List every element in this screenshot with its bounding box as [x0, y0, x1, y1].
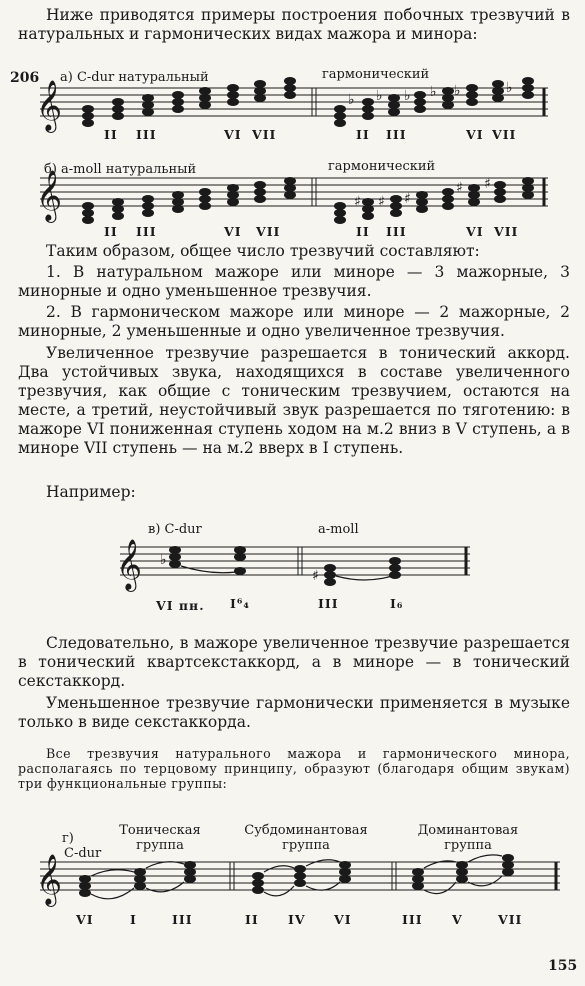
- numeral: III: [172, 912, 193, 927]
- ex-v-label-left: в) C-dur: [148, 522, 202, 537]
- summary-p5: Например:: [46, 483, 136, 501]
- treble-clef-icon: 𝄞: [116, 539, 143, 590]
- group-subdominant: Субдоминантовая группа: [244, 823, 368, 853]
- svg-text:♭: ♭: [454, 83, 461, 99]
- ex-g-key: C-dur: [64, 846, 102, 861]
- conclusion-p1: Следовательно, в мажоре увеличенное трезвучие разрешается в тонический квартсекстаккорд, а в миноре — в тонический секстаккорд.: [18, 634, 570, 690]
- treble-clef-icon: 𝄞: [36, 854, 63, 905]
- numeral-vi: VI: [224, 224, 242, 239]
- svg-text:♯: ♯: [378, 194, 385, 210]
- ex-v-label-right: a-moll: [318, 522, 359, 537]
- svg-text:♯: ♯: [484, 176, 491, 192]
- summary-p1: Таким образом, общее число трезвучий составляют:: [46, 242, 480, 260]
- svg-text:♭: ♭: [404, 88, 411, 104]
- summary-p2: 1. В натуральном мажоре или миноре — 3 мажорные, 3 минорные и одно уменьшенное трезвучия.: [18, 263, 570, 300]
- numeral: V: [452, 912, 463, 927]
- numeral: II: [245, 912, 259, 927]
- numeral: I: [130, 912, 137, 927]
- numeral-vii: VII: [252, 127, 277, 142]
- treble-clef-icon: 𝄞: [36, 80, 63, 131]
- svg-text:♭: ♭: [430, 84, 437, 100]
- group-tonic: Тоническая группа: [119, 823, 201, 853]
- numeral-i64: I⁶₄: [230, 596, 250, 611]
- numeral-vii: VII: [492, 127, 517, 142]
- treble-clef-icon: 𝄞: [36, 170, 63, 221]
- ex-g-letter: г): [62, 831, 74, 846]
- svg-text:♯: ♯: [354, 194, 361, 210]
- summary-p3: 2. В гармоническом мажоре или миноре — 2 мажорные, 2 минорные, 2 уменьшенные и одно увеличенное трезвучия.: [18, 303, 570, 340]
- numeral: VI: [76, 912, 94, 927]
- svg-text:♯: ♯: [312, 568, 319, 584]
- numeral-vi: VI: [466, 224, 484, 239]
- svg-text:♯: ♯: [456, 180, 463, 196]
- numeral-vi: VI: [224, 127, 242, 142]
- numeral-ii: II: [104, 127, 118, 142]
- ex-b-harmonic-label: гармонический: [328, 159, 436, 174]
- svg-text:♭: ♭: [506, 80, 513, 96]
- numeral-iii: III: [386, 224, 407, 239]
- numeral: VII: [498, 912, 523, 927]
- svg-text:♭: ♭: [160, 552, 167, 568]
- numeral: VI: [334, 912, 352, 927]
- example-number: 206: [10, 70, 40, 86]
- svg-text:♯: ♯: [404, 191, 411, 207]
- numeral-i6: I₆: [390, 596, 404, 611]
- numeral-iii: III: [386, 127, 407, 142]
- svg-text:♭: ♭: [376, 88, 383, 104]
- page-number: 155: [548, 958, 578, 974]
- ex-a-label: а) C-dur натуральный: [60, 70, 209, 85]
- conclusion-p2: Уменьшенное трезвучие гармонически применяется в музыке только в виде секстаккорда.: [18, 694, 570, 731]
- numeral-ii: II: [356, 224, 370, 239]
- ex-b-label: б) a-moll натуральный: [44, 162, 197, 177]
- numeral: IV: [288, 912, 306, 927]
- numeral-vii: VII: [494, 224, 519, 239]
- summary-p4: Увеличенное трезвучие разрешается в тонический аккорд. Два устойчивых звука, находящихся в составе увеличенного трезвучия, как общие с тоническим трезвучием, остаются на месте, а третий, неустойчивый звук разрешается по тяготению: в мажоре VI пониженная ступень ходом на м.2 вниз в V ступень, а в миноре VII ступень — на м.2 вверх в I ступень.: [18, 344, 570, 457]
- numeral-ii: II: [356, 127, 370, 142]
- svg-text:♭: ♭: [348, 92, 355, 108]
- numeral-iii: III: [136, 127, 157, 142]
- intro-paragraph: Ниже приводятся примеры построения побочных трезвучий в натуральных и гармонических видах мажора и минора:: [18, 6, 570, 43]
- small-note: Все трезвучия натурального мажора и гармонического минора, располагаясь по терцовому принципу, образуют (благодаря общим звукам) три функциональные группы:: [18, 746, 570, 791]
- numeral-vi-lowered: VI пн.: [156, 598, 205, 613]
- numeral-iii: III: [136, 224, 157, 239]
- numeral-ii: II: [104, 224, 118, 239]
- group-dominant: Доминантовая группа: [417, 823, 519, 853]
- numeral-iii: III: [318, 596, 339, 611]
- numeral-vi: VI: [466, 127, 484, 142]
- numeral: III: [402, 912, 423, 927]
- ex-a-harmonic-label: гармонический: [322, 67, 430, 82]
- numeral-vii: VII: [256, 224, 281, 239]
